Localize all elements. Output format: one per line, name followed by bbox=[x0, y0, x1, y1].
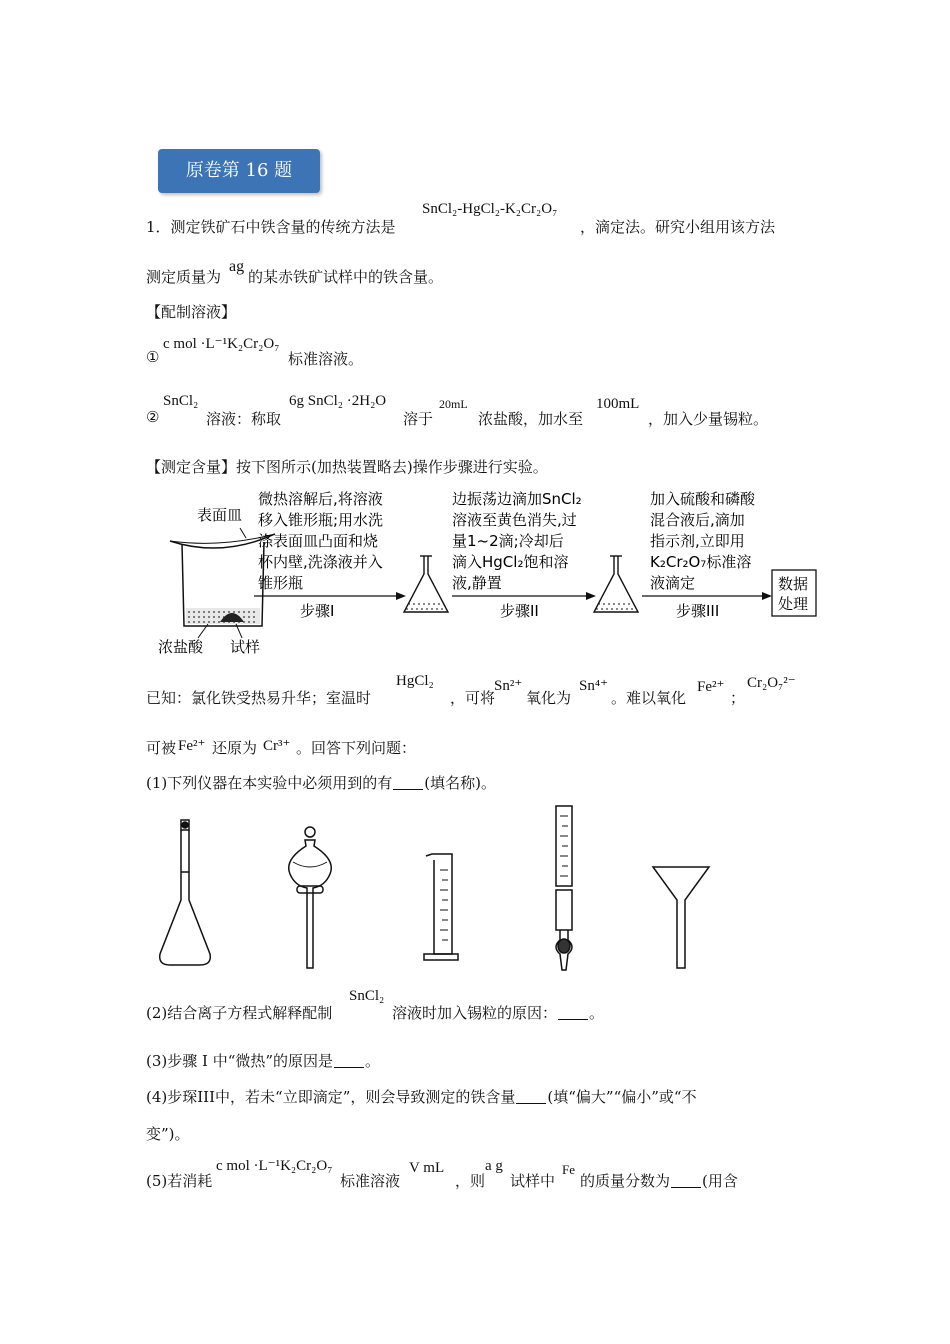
known-formula-hgcl2: HgCl₂ bbox=[396, 673, 434, 689]
step-1-label: 步骤I bbox=[300, 602, 335, 620]
data-box-line: 处理 bbox=[778, 595, 809, 613]
apparatus-row bbox=[150, 802, 720, 974]
item-2-formula-sncl2: SnCl₂ bbox=[163, 393, 199, 409]
known2-formula-cr3: Cr³⁺ bbox=[263, 738, 291, 754]
q1-text: 测定铁矿石中铁含量的传统方法是 bbox=[170, 218, 396, 236]
q4-pre: (4)步琛III中，若未“立即滴定”，则会导致测定的铁含量 bbox=[146, 1088, 516, 1106]
acid-label: 浓盐酸 bbox=[158, 638, 204, 656]
dish-label: 表面皿 bbox=[197, 506, 243, 524]
step-2-line: 边振荡边滴加SnCl₂ bbox=[452, 490, 582, 508]
item-2-mark: ② bbox=[146, 408, 160, 426]
burette-icon bbox=[556, 806, 572, 970]
sub-question-2-pre: (2)结合离子方程式解释配制 bbox=[146, 1004, 333, 1022]
sub-question-4 bbox=[146, 1086, 697, 1107]
q5-formula-dichromate: c mol ·L⁻¹K₂Cr₂O₇ bbox=[216, 1158, 333, 1174]
answer-blank[interactable] bbox=[671, 1175, 701, 1188]
item-2-text-2: 溶于 bbox=[403, 410, 434, 428]
item-1-text: 标准溶液。 bbox=[288, 350, 364, 368]
q5-mass: a g bbox=[485, 1158, 503, 1174]
sub-question-1 bbox=[146, 772, 496, 793]
item-2-text-1: 溶液：称取 bbox=[206, 410, 282, 428]
step-3-line: 指示剂,立即用 bbox=[650, 532, 745, 550]
q1b-pre: 测定质量为 bbox=[146, 268, 222, 286]
answer-blank[interactable] bbox=[558, 1007, 588, 1020]
q2-post: 。 bbox=[589, 1004, 605, 1022]
step-2-label: 步骤II bbox=[500, 602, 539, 620]
conical-flask-icon bbox=[594, 556, 638, 612]
step-3-line: 加入硫酸和磷酸 bbox=[650, 490, 756, 508]
q1-post: (填名称)。 bbox=[424, 774, 496, 792]
question-1-line bbox=[146, 216, 396, 237]
q4-post: (填“偏大”“偏小”或“不 bbox=[547, 1088, 697, 1106]
step-2-line: 滴入HgCl₂饱和溶 bbox=[452, 553, 569, 571]
q3-post: 。 bbox=[365, 1052, 381, 1070]
q1-pre: (1)下列仪器在本实验中必须用到的有 bbox=[146, 774, 393, 792]
step-1-line: 微热溶解后,将溶液 bbox=[258, 490, 383, 508]
graduated-cylinder-icon bbox=[424, 854, 458, 960]
q5-text-3: 试样中 bbox=[510, 1172, 556, 1190]
sub-question-5-tail bbox=[580, 1170, 738, 1191]
known-text-1: 已知：氯化铁受热易升华；室温时 bbox=[146, 689, 372, 707]
funnel-icon bbox=[653, 867, 709, 968]
sub-question-3 bbox=[146, 1050, 380, 1071]
item-1-mark: ① bbox=[146, 348, 160, 366]
q1b-post: 的某赤铁矿试样中的铁含量。 bbox=[248, 268, 444, 286]
step-1-line: 锥形瓶 bbox=[258, 574, 304, 592]
section-measure-content: 【测定含量】按下图所示(加热装置略去)操作步骤进行实验。 bbox=[146, 458, 548, 476]
answer-blank[interactable] bbox=[393, 777, 423, 790]
step-2-line: 液,静置 bbox=[452, 574, 502, 592]
step-2-line: 量1~2滴;冷却后 bbox=[452, 532, 564, 550]
q1-text-post: ，滴定法。研究小组用该方法 bbox=[580, 218, 776, 236]
known2-formula-fe2: Fe²⁺ bbox=[178, 738, 206, 754]
step-2-description bbox=[452, 490, 582, 592]
section-prepare-solution: 【配制溶液】 bbox=[146, 303, 237, 321]
known-text-5: ； bbox=[730, 689, 746, 707]
answer-blank[interactable] bbox=[516, 1091, 546, 1104]
item-2-formula-hydrate: 6g SnCl₂ ·2H₂O bbox=[289, 393, 387, 409]
known2-text-1: 可被 bbox=[146, 739, 177, 757]
q1-line-2 bbox=[146, 266, 221, 287]
step-3-line: K₂Cr₂O₇标准溶 bbox=[650, 553, 752, 571]
step-1-line: 移入锥形瓶;用水洗 bbox=[258, 511, 384, 529]
q5-fe: Fe bbox=[562, 1162, 575, 1177]
known-formula-dichromate: Cr₂O₇²⁻ bbox=[747, 675, 796, 691]
q5-text-2: ，则 bbox=[455, 1172, 486, 1190]
item-2-volume-total: 100mL bbox=[596, 396, 640, 412]
step-3-label: 步骤III bbox=[676, 602, 720, 620]
known-formula-sn4: Sn⁴⁺ bbox=[579, 678, 608, 694]
step-1-line: 涤表面皿凸面和烧 bbox=[258, 532, 379, 550]
step-3-line: 混合液后,滴加 bbox=[650, 511, 745, 529]
method-formula: SnCl₂-HgCl₂-K₂Cr₂O₇ bbox=[422, 201, 558, 217]
question-number: 1． bbox=[146, 218, 171, 236]
q2-mid: 溶液时加入锡粒的原因： bbox=[392, 1004, 558, 1022]
known-text-3: 氧化为 bbox=[526, 689, 572, 707]
item-2-text-4: ，加入少量锡粒。 bbox=[648, 410, 769, 428]
sample-label: 试样 bbox=[230, 638, 261, 656]
sub-question-4-cont: 变”)。 bbox=[146, 1125, 190, 1143]
known-formula-sn2: Sn²⁺ bbox=[494, 678, 523, 694]
answer-blank[interactable] bbox=[334, 1055, 364, 1068]
step-3-description bbox=[650, 490, 756, 592]
q5-text-1: 标准溶液 bbox=[340, 1172, 401, 1190]
q5-pre: (5)若消耗 bbox=[146, 1172, 213, 1190]
experiment-flow-diagram bbox=[150, 486, 830, 661]
mass-symbol: ag bbox=[229, 258, 245, 275]
volumetric-flask-icon bbox=[160, 820, 211, 965]
data-box-line: 数据 bbox=[778, 575, 809, 593]
item-2-volume-acid: 20mL bbox=[439, 397, 468, 411]
conical-flask-icon bbox=[404, 556, 448, 612]
item-1-formula: c mol ·L⁻¹K₂Cr₂O₇ bbox=[163, 336, 280, 352]
known-formula-fe2: Fe²⁺ bbox=[697, 679, 725, 695]
step-2-line: 溶液至黄色消失,过 bbox=[452, 511, 577, 529]
known-text-2: ，可将 bbox=[450, 689, 496, 707]
step-1-line: 杯内壁,洗涤液并入 bbox=[258, 553, 383, 571]
sub-question-2 bbox=[392, 1002, 604, 1023]
q5-text-4: 的质量分数为 bbox=[580, 1172, 671, 1190]
separatory-funnel-icon bbox=[289, 827, 332, 968]
q5-volume: V mL bbox=[409, 1160, 445, 1176]
known2-text-2: 还原为 bbox=[212, 739, 258, 757]
known2-text-3: 。回答下列问题： bbox=[296, 739, 417, 757]
q2-formula-sncl2: SnCl₂ bbox=[349, 988, 385, 1004]
q5-post: (用含 bbox=[702, 1172, 738, 1190]
question-source-badge: 原卷第 16 题 bbox=[158, 149, 320, 193]
q3-pre: (3)步骤 I 中“微热”的原因是 bbox=[146, 1052, 334, 1070]
known-text-4: 。难以氧化 bbox=[611, 689, 687, 707]
item-2-text-3: 浓盐酸，加水至 bbox=[478, 410, 584, 428]
step-1-description bbox=[258, 490, 383, 592]
step-3-line: 液滴定 bbox=[650, 574, 696, 592]
